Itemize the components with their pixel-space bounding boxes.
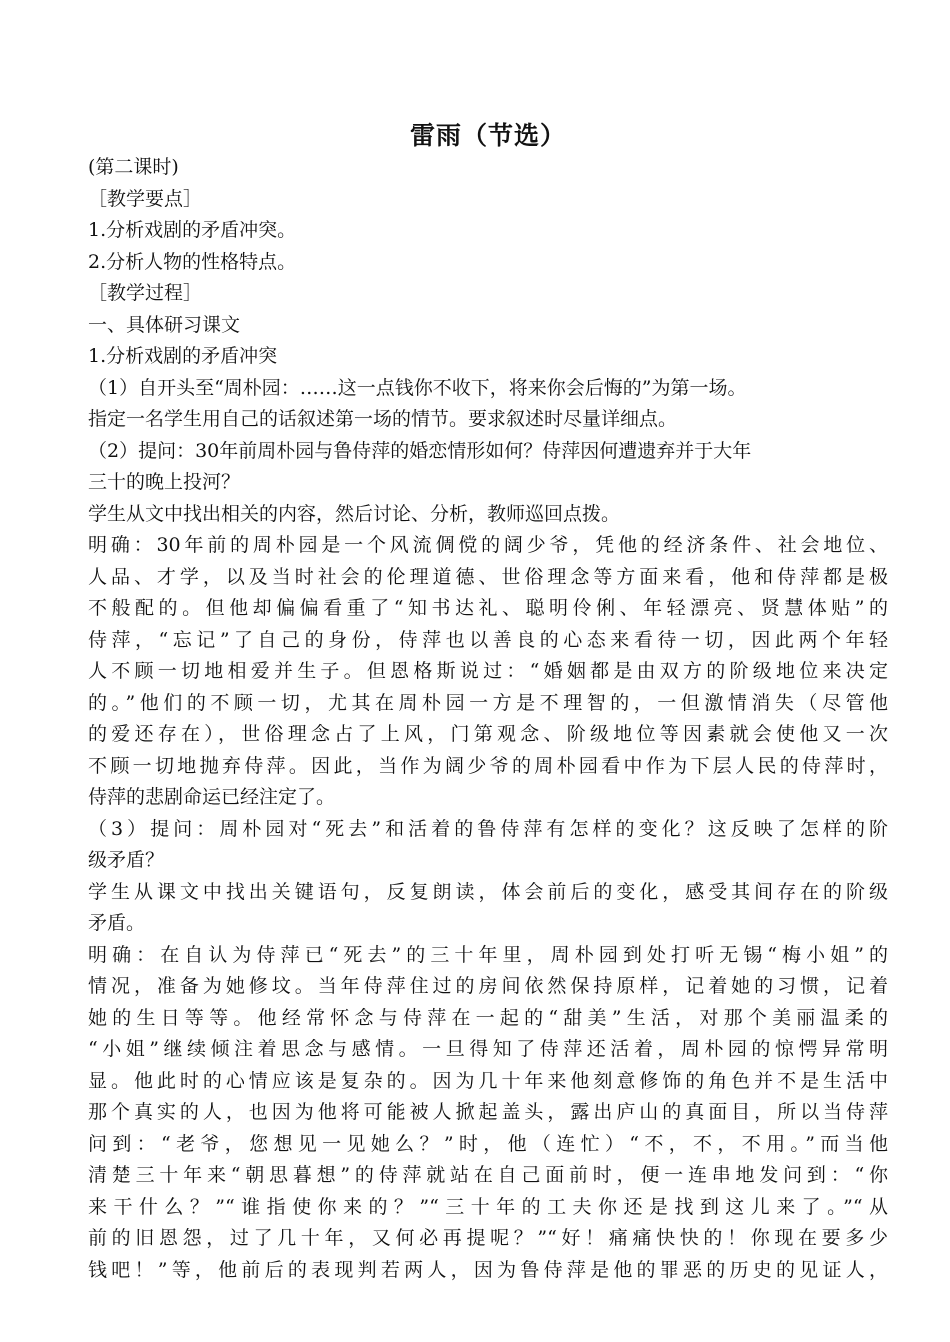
text-line: 侍萍，“忘记”了自己的身份，侍萍也以善良的心态来看待一切，因此两个年轻: [88, 628, 888, 651]
text-line: 不般配的。但他却偏偏看重了“知书达礼、聪明伶俐、年轻漂亮、贤慧体贴”的: [88, 597, 888, 619]
text-line: 她的生日等等。他经常怀念与侍萍在一起的“甜美”生活，对那个美丽温柔的: [88, 1006, 888, 1029]
text-line: （2）提问：30年前周朴园与鲁侍萍的婚恋情形如何？侍萍因何遭遗弃并于大年: [88, 439, 752, 462]
document-body: [88, 152, 888, 1286]
text-line: 指定一名学生用自己的话叙述第一场的情节。要求叙述时尽量详细点。: [88, 408, 678, 430]
document-page: [88, 118, 888, 1286]
text-line: 来干什么？”“谁指使你来的？”“三十年的工夫你还是找到这儿来了。”“从: [88, 1195, 888, 1218]
text-line: 清楚三十年来“朝思暮想”的侍萍就站在自己面前时，便一连串地发问到：“你: [88, 1164, 888, 1186]
text-line: 前的旧恩怨，过了几十年，又何必再提呢？”“好！痛痛快快的！你现在要多少: [88, 1227, 888, 1249]
text-line: （3）提问：周朴园对“死去”和活着的鲁侍萍有怎样的变化？这反映了怎样的阶: [88, 817, 888, 840]
text-line: 的爱还存在），世俗理念占了上风，门第观念、阶级地位等因素就会使他又一次: [88, 723, 888, 745]
text-line: 人品、才学，以及当时社会的伦理道德、世俗理念等方面来看，他和侍萍都是极: [88, 565, 888, 588]
text-line: 学生从课文中找出关键语句，反复朗读，体会前后的变化，感受其间存在的阶级: [88, 880, 888, 903]
text-line: 2.分析人物的性格特点。: [88, 250, 297, 273]
text-line: ［教学要点］: [88, 187, 203, 210]
text-line: ［教学过程］: [88, 282, 203, 304]
text-line: 一、具体研习课文: [88, 313, 241, 336]
text-line: 三十的晚上投河？: [88, 471, 241, 493]
text-line: 人不顾一切地相爱并生子。但恩格斯说过：“婚姻都是由双方的阶级地位来决定: [88, 660, 888, 682]
text-line: 不顾一切地抛弃侍萍。因此，当作为阔少爷的周朴园看中作为下层人民的侍萍时，: [88, 754, 888, 777]
text-line: 钱吧！”等，他前后的表现判若两人，因为鲁侍萍是他的罪恶的历史的见证人，: [88, 1258, 888, 1281]
text-line: 级矛盾？: [88, 849, 165, 871]
text-line: (第二课时): [88, 156, 179, 178]
text-line: 矛盾。: [88, 912, 146, 934]
text-line: 明确：30年前的周朴园是一个风流倜傥的阔少爷，凭他的经济条件、社会地位、: [88, 534, 888, 556]
text-line: 的。”他们的不顾一切，尤其在周朴园一方是不理智的，一但激情消失（尽管他: [88, 691, 888, 714]
text-line: 明确：在自认为侍萍已“死去”的三十年里，周朴园到处打听无锡“梅小姐”的: [88, 943, 888, 966]
text-line: 显。他此时的心情应该是复杂的。因为几十年来他刻意修饰的角色并不是生活中: [88, 1069, 888, 1092]
document-title: 雷雨（节选）: [409, 121, 566, 150]
text-line: 问到：“老爷，您想见一见她么？”时，他（连忙）“不，不，不用。”而当他: [88, 1132, 888, 1155]
text-line: （1）自开头至“周朴园：……这一点钱你不收下，将来你会后悔的”为第一场。: [88, 376, 747, 399]
text-line: 侍萍的悲剧命运已经注定了。: [88, 786, 336, 808]
text-line: 学生从文中找出相关的内容，然后讨论、分析，教师巡回点拨。: [88, 502, 621, 525]
text-line: 那个真实的人，也因为他将可能被人掀起盖头，露出庐山的真面目，所以当侍萍: [88, 1101, 888, 1123]
text-line: 情况，准备为她修坟。当年侍萍住过的房间依然保持原样，记着她的习惯，记着: [88, 975, 888, 997]
text-line: 1.分析戏剧的矛盾冲突: [88, 345, 278, 367]
text-line: 1.分析戏剧的矛盾冲突。: [88, 219, 297, 241]
text-line: “小姐”继续倾注着思念与感情。一旦得知了侍萍还活着，周朴园的惊愕异常明: [88, 1038, 888, 1060]
